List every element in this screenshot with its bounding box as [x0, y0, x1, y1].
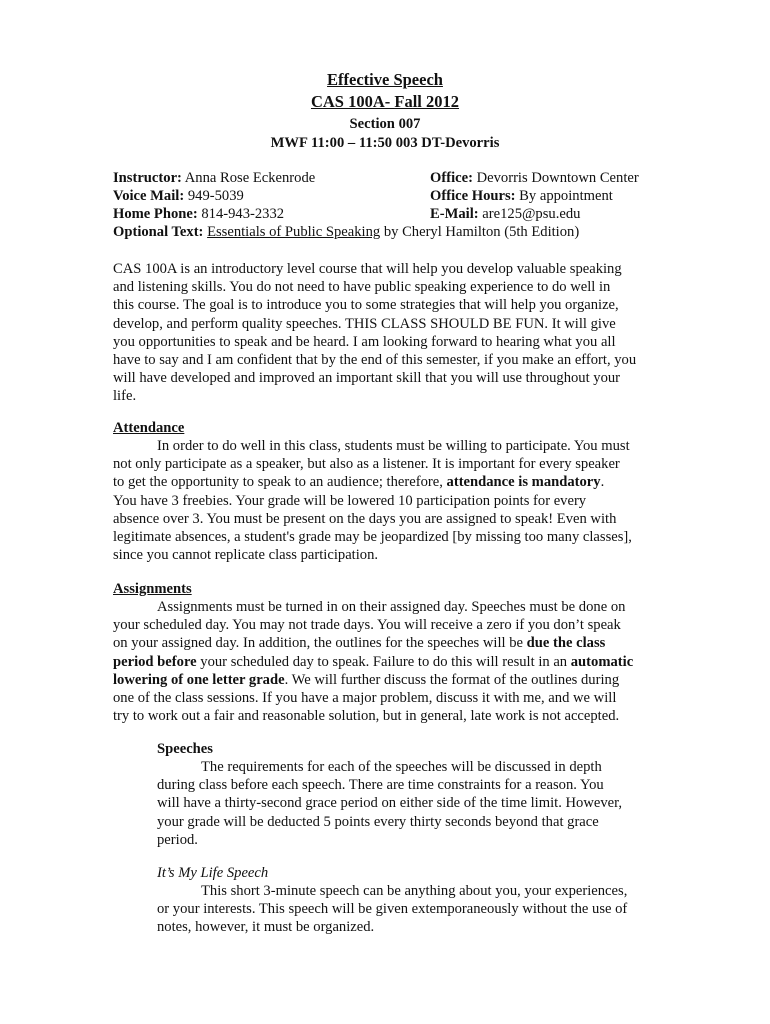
homephone-label: Home Phone:	[113, 206, 198, 222]
assignments-paragraph	[113, 598, 661, 725]
intro-line: have to say and I am confident that by the end of this semester, if you make an effort, you	[113, 352, 637, 369]
optional-text-title: Essentials of Public Speaking	[207, 224, 381, 240]
attendance-line: legitimate absences, a student's grade may be jeopardized [by missing too many classes],	[113, 529, 632, 546]
office-label: Office:	[430, 170, 473, 186]
speeches-line: will have a thirty-second grace period on either side of the time limit. However,	[157, 795, 623, 812]
intro-line: you opportunities to speak and be heard. I am looking forward to hearing what you all	[113, 333, 616, 350]
office-hours-value: By appointment	[515, 188, 613, 204]
optional-text-author: by Cheryl Hamilton (5th Edition)	[380, 224, 580, 240]
my-life-line: notes, however, it must be organized.	[157, 919, 375, 936]
my-life-speech-paragraph	[157, 882, 657, 937]
assignments-line: Assignments must be turned in on their assigned day. Speeches must be done on	[157, 599, 626, 615]
voicemail-line	[113, 187, 244, 205]
assignments-line: period before your scheduled day to speak. Failure to do this will result in an automatic	[113, 653, 634, 670]
speeches-line: period.	[157, 831, 198, 848]
attendance-mandatory: attendance is mandatory	[446, 474, 601, 491]
instructor-name: Anna Rose Eckenrode	[181, 170, 316, 186]
speeches-line: during class before each speech. There are time constraints for a reason. You	[157, 777, 604, 794]
assignments-line: try to work out a fair and reasonable solution, but in general, late work is not accepted.	[113, 708, 620, 725]
voicemail-value: 949-5039	[184, 188, 244, 204]
document-title: Effective Speech	[327, 70, 443, 89]
office-hours-line	[430, 187, 613, 205]
homephone-line	[113, 205, 284, 223]
office-value: Devorris Downtown Center	[472, 170, 639, 186]
intro-line: develop, and perform quality speeches. THIS CLASS SHOULD BE FUN. It will give	[113, 315, 616, 332]
attendance-heading: Attendance	[113, 420, 185, 436]
my-life-speech-heading: It’s My Life Speech	[157, 865, 269, 881]
email-line	[430, 205, 580, 223]
my-life-line: This short 3-minute speech can be anything about you, your experiences,	[201, 883, 628, 899]
my-life-line: or your interests. This speech will be given extemporaneously without the use of	[157, 901, 628, 918]
instructor-line	[113, 169, 315, 187]
intro-line: life.	[113, 388, 137, 405]
email-value: are125@psu.edu	[478, 206, 581, 222]
intro-line: this course. The goal is to introduce you to some strategies that will help you organize,	[113, 297, 619, 314]
assignments-line: on your assigned day. In addition, the outlines for the speeches will be due the class	[113, 635, 606, 652]
attendance-line: since you cannot replicate class participation.	[113, 547, 379, 564]
speeches-heading: Speeches	[157, 741, 213, 757]
voicemail-label: Voice Mail:	[113, 188, 185, 204]
intro-paragraph	[113, 260, 661, 406]
assignments-line: one of the class sessions. If you have a major problem, discuss it with me, and we will	[113, 690, 617, 707]
assignments-line: your scheduled day. You may not trade days. You will receive a zero if you don’t speak	[113, 617, 621, 634]
section-number: Section 007	[349, 116, 421, 132]
optional-text-label: Optional Text:	[113, 224, 204, 240]
attendance-line: You have 3 freebies. Your grade will be lowered 10 participation points for every	[113, 492, 587, 509]
intro-line: will have developed and improved an important skill that you will use throughout your	[113, 370, 621, 387]
attendance-line: In order to do well in this class, students must be willing to participate. You must	[157, 438, 630, 454]
office-line	[430, 169, 639, 187]
optional-text-line	[113, 223, 579, 241]
attendance-paragraph	[113, 437, 661, 564]
attendance-line: to get the opportunity to speak to an audience; therefore, attendance is mandatory.	[113, 474, 605, 491]
speeches-line: The requirements for each of the speeches will be discussed in depth	[201, 759, 602, 775]
speeches-paragraph	[157, 758, 657, 849]
attendance-line: not only participate as a speaker, but also as a listener. It is important for every speaker	[113, 456, 620, 473]
email-label: E-Mail:	[430, 206, 479, 222]
homephone-value: 814-943-2332	[197, 206, 285, 222]
speeches-line: your grade will be deducted 5 points every thirty seconds beyond that grace	[157, 813, 599, 830]
assignments-line: lowering of one letter grade. We will further discuss the format of the outlines during	[113, 671, 620, 688]
course-title: CAS 100A- Fall 2012	[310, 92, 460, 111]
intro-line: CAS 100A is an introductory level course that will help you develop valuable speaking	[113, 261, 622, 277]
assignments-heading: Assignments	[113, 581, 192, 597]
office-hours-label: Office Hours:	[430, 188, 516, 204]
instructor-label: Instructor:	[113, 170, 182, 186]
class-schedule: MWF 11:00 – 11:50 003 DT-Devorris	[270, 135, 500, 151]
attendance-line: absence over 3. You must be present on the days you are assigned to speak! Even with	[113, 510, 617, 527]
intro-line: and listening skills. You do not need to have public speaking experience to do well in	[113, 279, 611, 296]
